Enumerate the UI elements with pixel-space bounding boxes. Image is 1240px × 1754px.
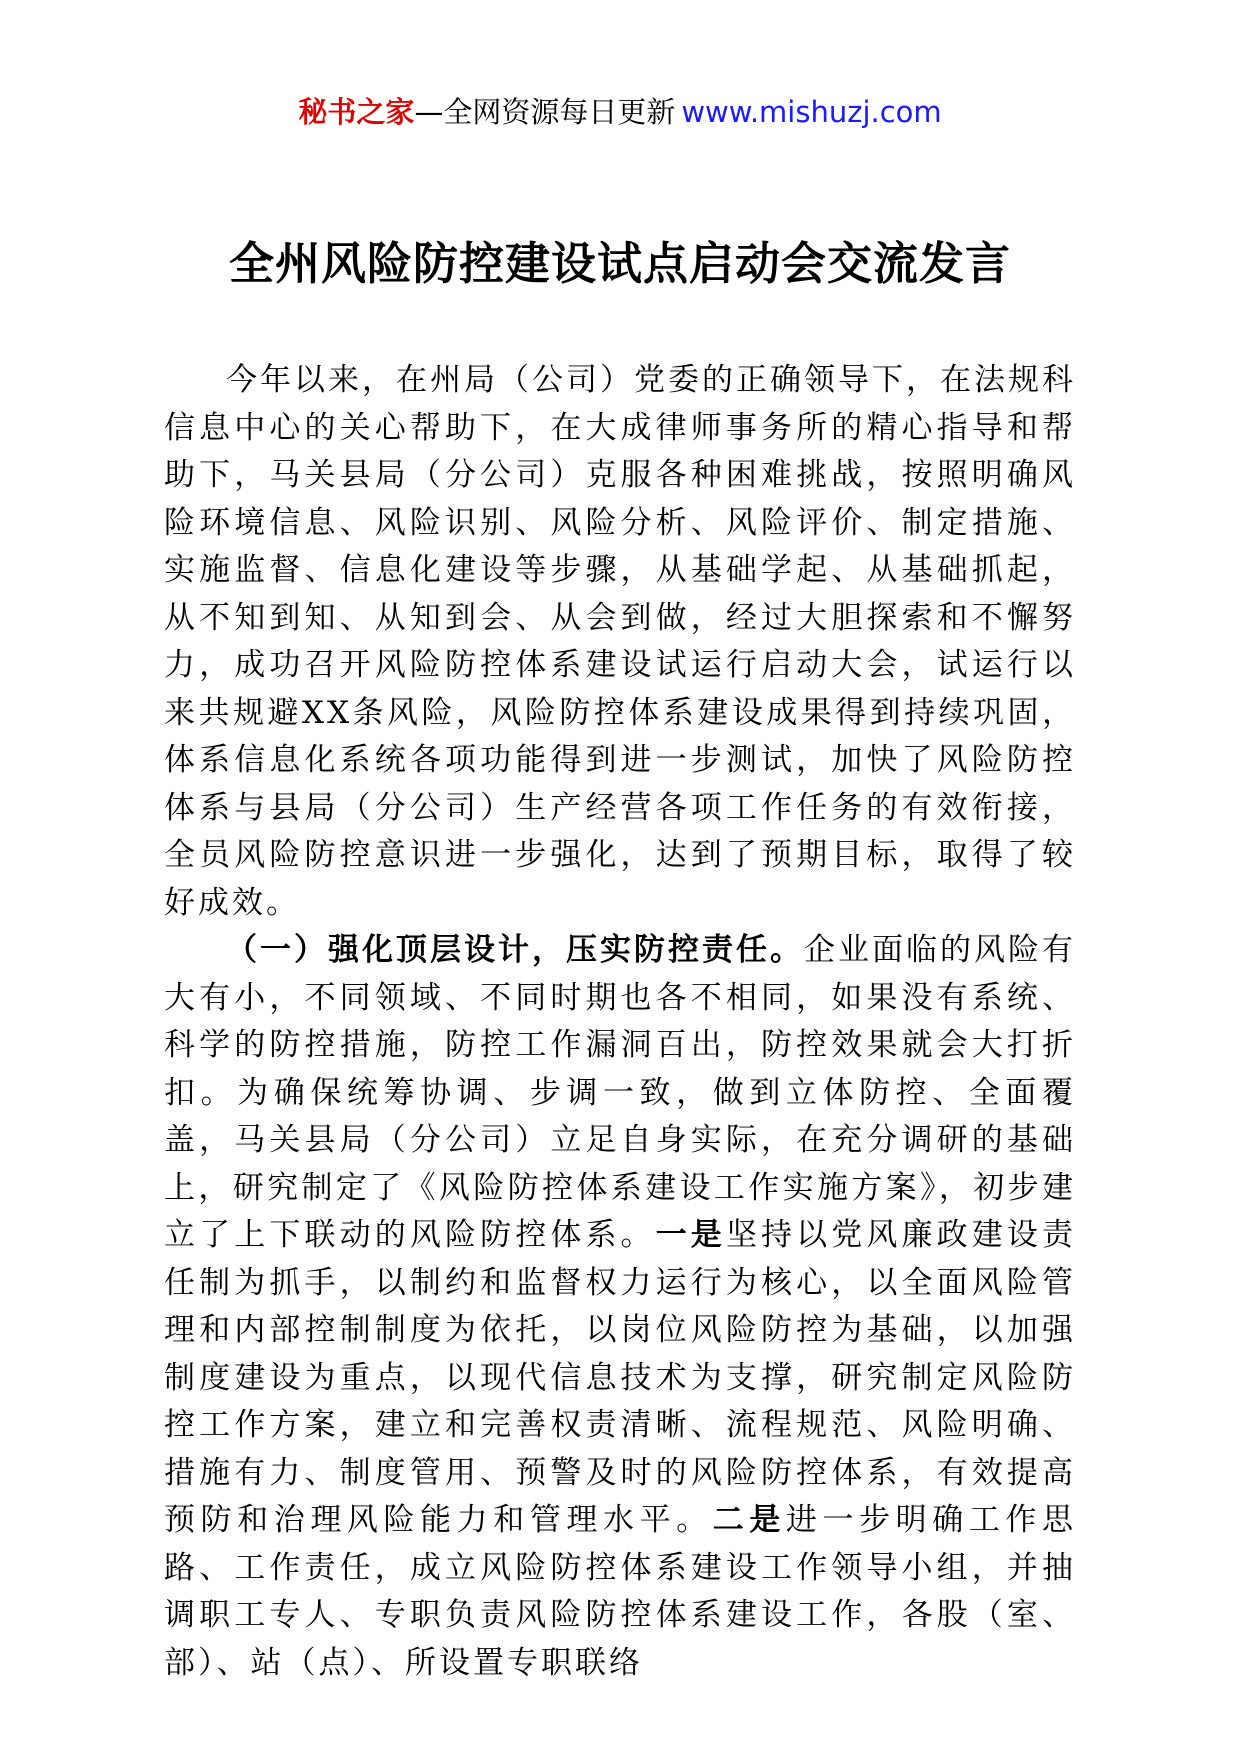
section-1-heading: （一）强化顶层设计，压实防控责任。 <box>226 932 804 968</box>
section-1-paragraph <box>164 927 1076 1687</box>
document-body <box>164 357 1076 1687</box>
brand-name: 秘书之家 <box>298 95 415 129</box>
point-marker-2: 二是 <box>712 1502 786 1538</box>
header-slogan: —全网资源每日更新 <box>414 95 676 129</box>
section-1-text-b: 坚持以党风廉政建设责任制为抓手，以制约和监督权力运行为核心，以全面风险管理和内部控制制度为依托，以岗位风险防控为基础，以加强制度建设为重点，以现代信息技术为支撑，研究制定风险防控工作方案，建立和完善权责清晰、流程规范、风险明确、措施有力、制度管用、预警及时的风险防控体系，有效提高预防和治理风险能力和管理水平。 <box>164 1217 1077 1538</box>
section-1-text-c: 进一步明确工作思路、工作责任，成立风险防控体系建设工作领导小组，并抽调职工专人、专职负责风险防控体系建设工作，各股（室、部）、站（点）、所设置专职联络 <box>164 1502 1077 1681</box>
intro-paragraph: 今年以来，在州局（公司）党委的正确领导下，在法规科信息中心的关心帮助下，在大成律师事务所的精心指导和帮助下，马关县局（分公司）克服各种困难挑战，按照明确风险环境信息、风险识别、风险分析、风险评价、制定措施、实施监督、信息化建设等步骤，从基础学起、从基础抓起，从不知到知、从知到会、从会到做，经过大胆探索和不懈努力，成功召开风险防控体系建设试运行启动大会，试运行以来共规避XX条风险，风险防控体系建设成果得到持续巩固，体系信息化系统各项功能得到进一步测试，加快了风险防控体系与县局（分公司）生产经营各项工作任务的有效衔接，全员风险防控意识进一步强化，达到了预期目标，取得了较好成效。 <box>164 362 1076 921</box>
page-header <box>0 92 1240 132</box>
point-marker-1: 一是 <box>655 1217 726 1253</box>
section-1-text-a: 企业面临的风险有大有小，不同领域、不同时期也各不相同，如果没有系统、科学的防控措施，防控工作漏洞百出，防控效果就会大打折扣。为确保统筹协调、步调一致，做到立体防控、全面覆盖，马关县局（分公司）立足自身实际，在充分调研的基础上，研究制定了《风险防控体系建设工作实施方案》，初步建立了上下联动的风险防控体系。 <box>164 932 1076 1253</box>
website-link[interactable]: www.mishuzj.com <box>681 95 942 129</box>
document-title: 全州风险防控建设试点启动会交流发言 <box>228 237 1011 290</box>
